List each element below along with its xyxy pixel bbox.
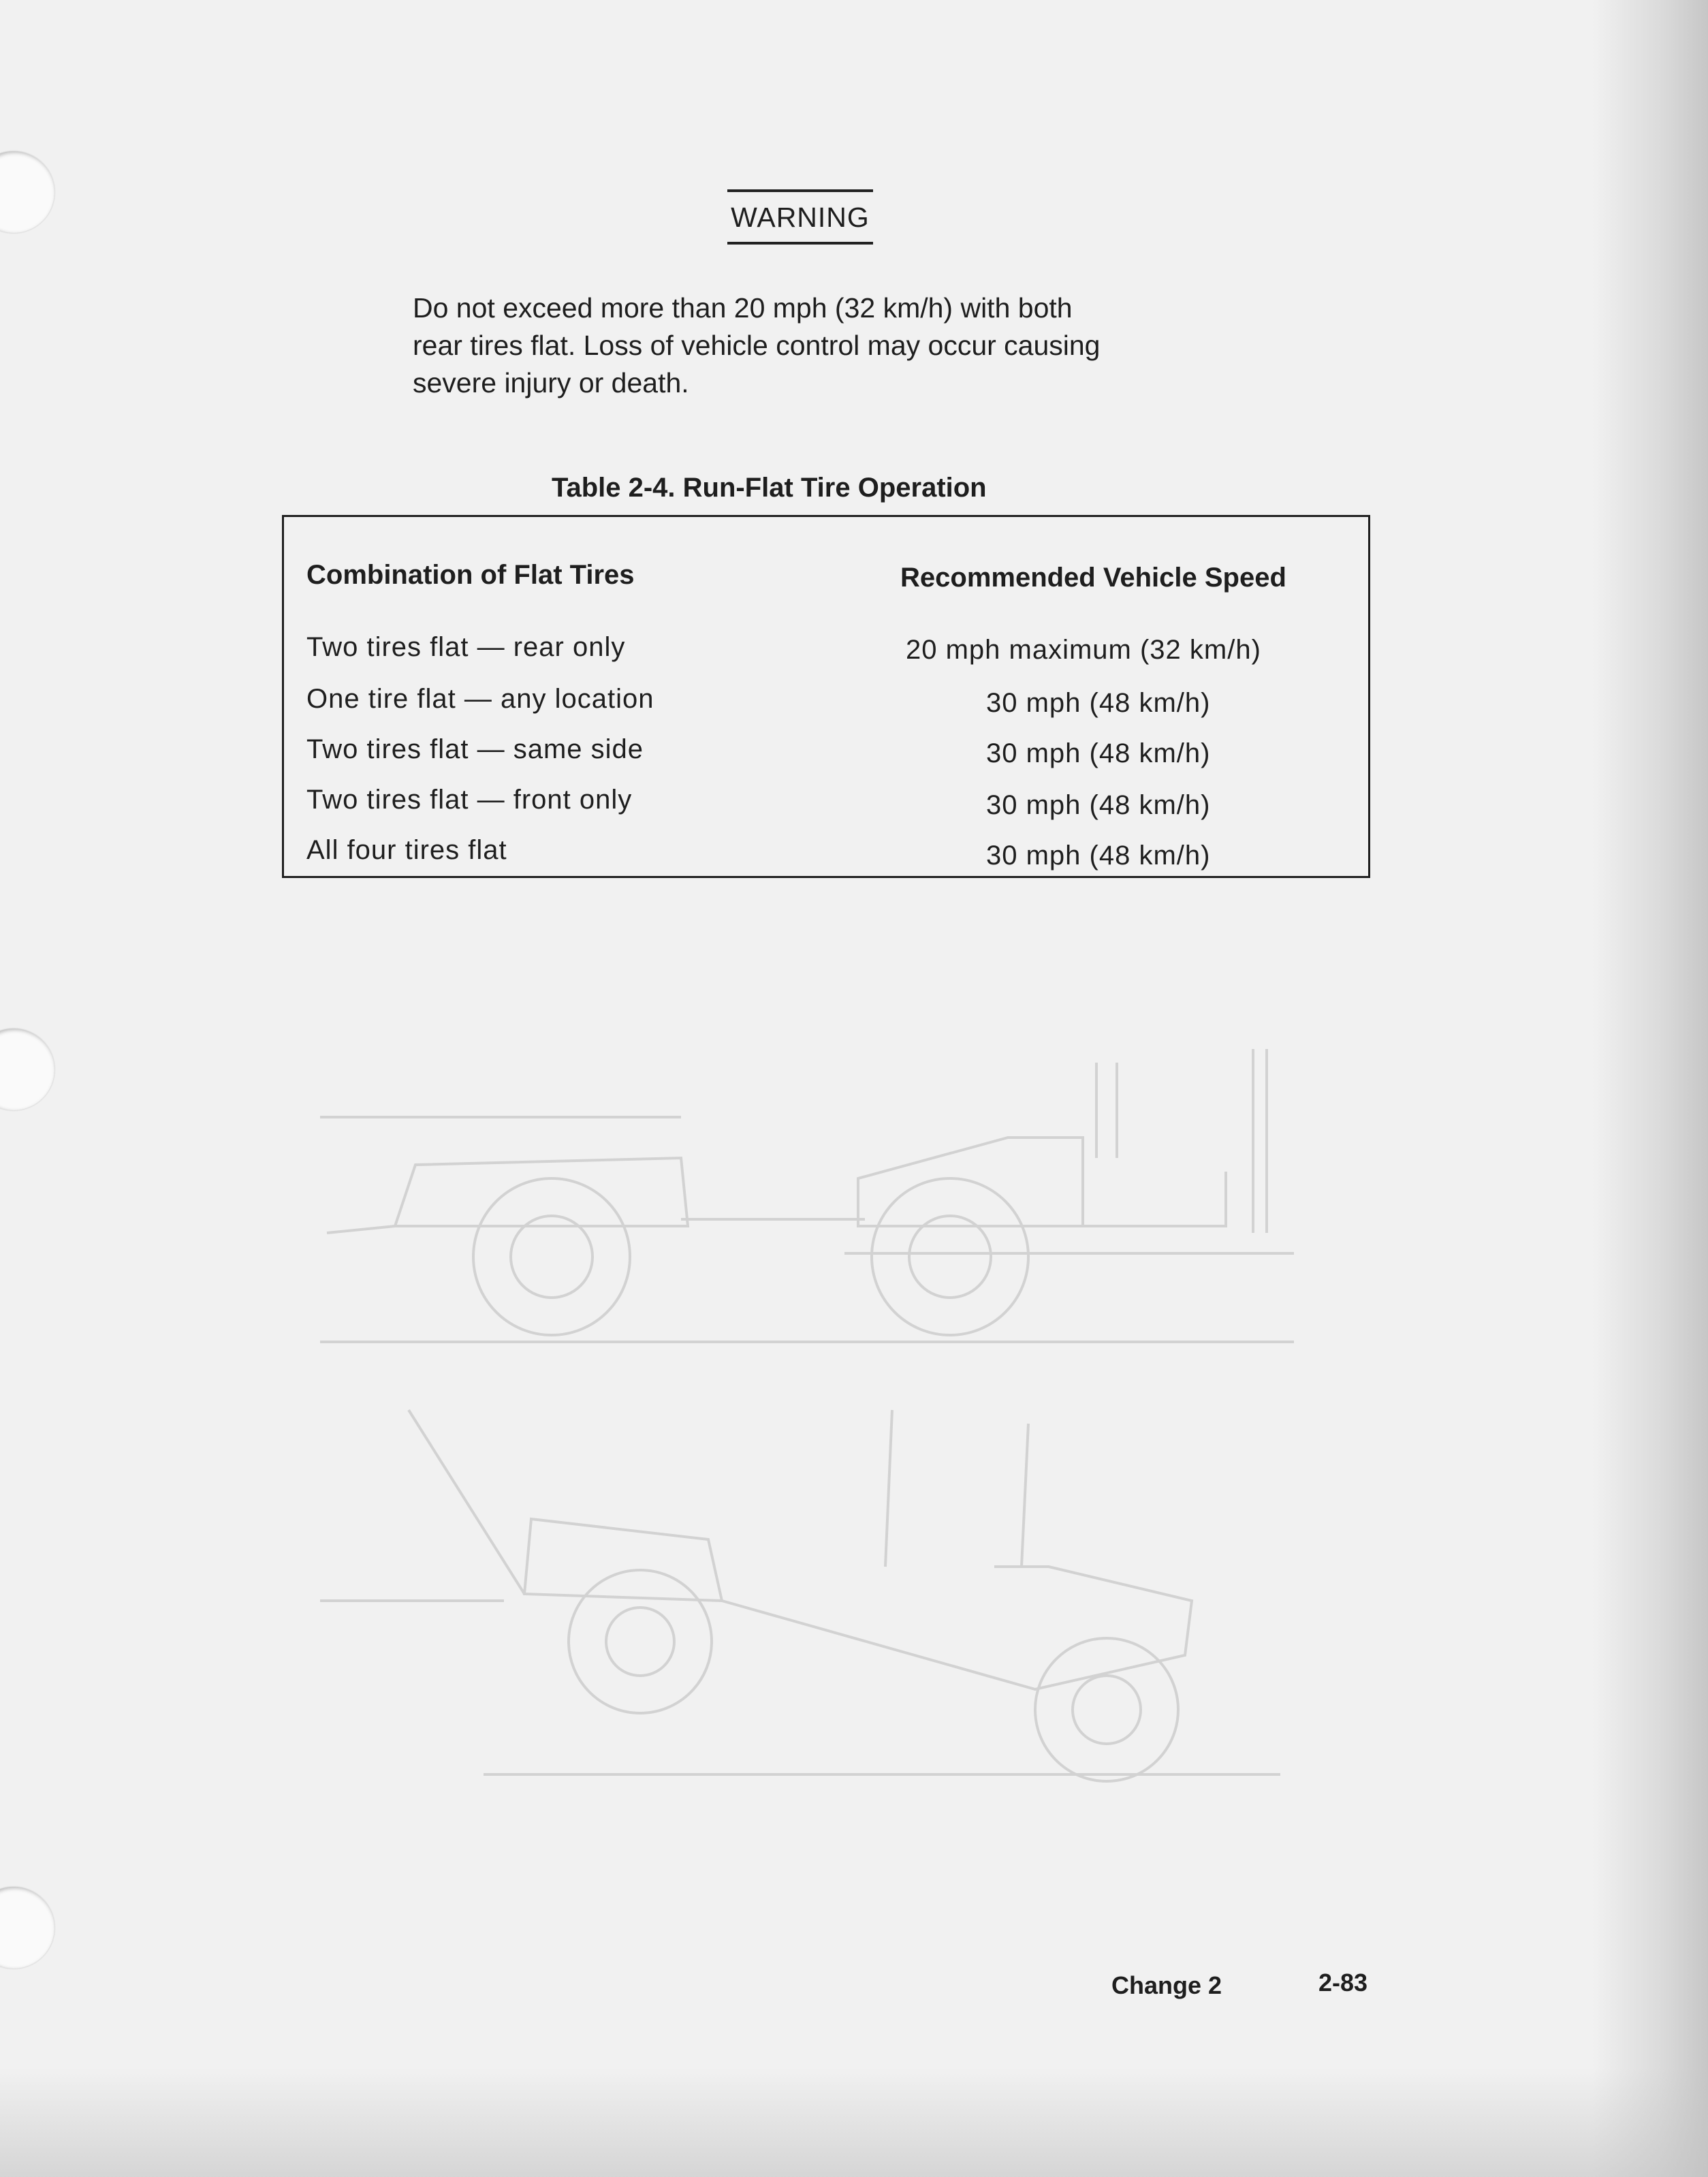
- warning-line: rear tires flat. Loss of vehicle control may occur causing: [413, 330, 1101, 361]
- page-bottom-shadow: [0, 2068, 1708, 2177]
- table-row-combination: One tire flat — any location: [306, 684, 654, 714]
- faded-vehicle-towing-illustration: [300, 1001, 1321, 1860]
- column-header-combination: Combination of Flat Tires: [306, 560, 635, 590]
- binder-hole: [0, 1887, 54, 1969]
- table-row-speed: 20 mph maximum (32 km/h): [906, 635, 1261, 665]
- binder-hole: [0, 151, 54, 233]
- table-row-combination: Two tires flat — front only: [306, 785, 633, 815]
- table-row-combination: Two tires flat — same side: [306, 734, 644, 764]
- table-row-combination: Two tires flat — rear only: [306, 632, 626, 662]
- page-edge-shadow: [1592, 0, 1708, 2177]
- table-row-combination: All four tires flat: [306, 835, 507, 865]
- binder-hole: [0, 1029, 54, 1110]
- page-number: 2-83: [1318, 1969, 1368, 1996]
- warning-line: Do not exceed more than 20 mph (32 km/h) with both: [413, 292, 1073, 324]
- table-row-speed: 30 mph (48 km/h): [986, 841, 1211, 871]
- change-number: Change 2: [1111, 1971, 1222, 1999]
- column-header-speed: Recommended Vehicle Speed: [900, 563, 1286, 593]
- table-title: Table 2-4. Run-Flat Tire Operation: [552, 473, 987, 503]
- table-row-speed: 30 mph (48 km/h): [986, 738, 1211, 768]
- table-row-speed: 30 mph (48 km/h): [986, 688, 1211, 718]
- warning-line: severe injury or death.: [413, 367, 689, 398]
- warning-heading: WARNING: [727, 189, 873, 245]
- warning-text: [413, 289, 1244, 402]
- table-row-speed: 30 mph (48 km/h): [986, 790, 1211, 820]
